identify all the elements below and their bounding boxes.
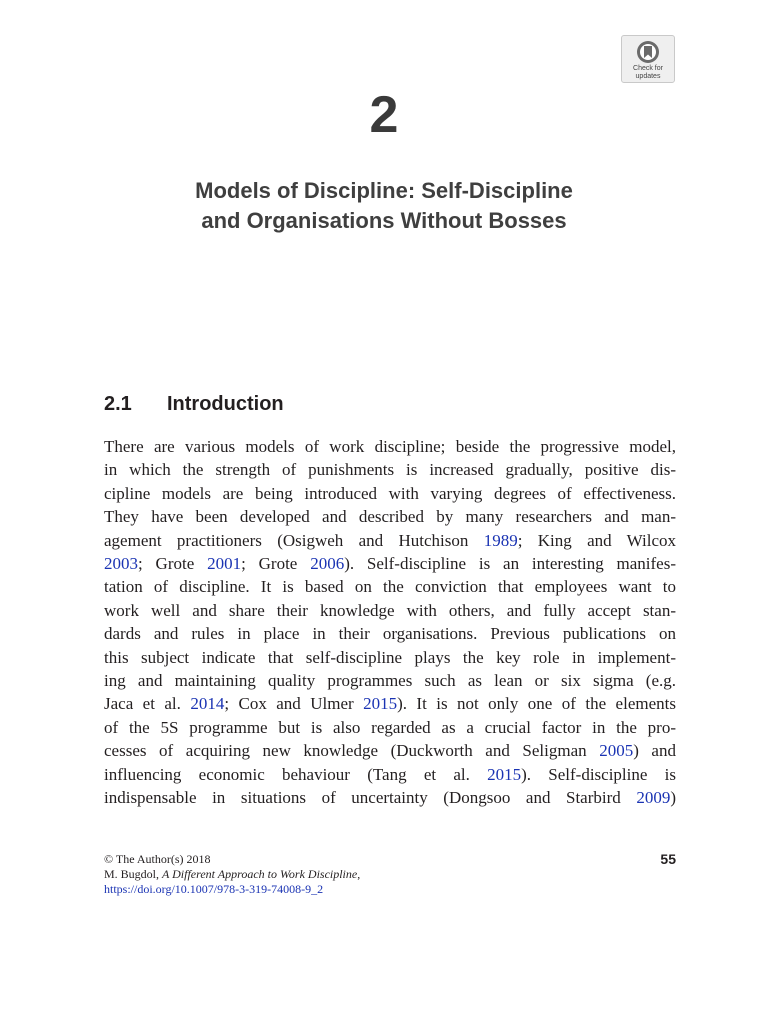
body-line: work well and share their knowledge with others, and fully accept stan- bbox=[104, 600, 676, 620]
section-heading bbox=[104, 391, 284, 417]
citation-suffix: , bbox=[357, 867, 361, 881]
citation-link[interactable]: 2015 bbox=[487, 764, 522, 784]
badge-label-line2: updates bbox=[635, 73, 661, 80]
check-for-updates-badge[interactable] bbox=[621, 35, 675, 83]
citation-link[interactable]: 2006 bbox=[310, 554, 345, 574]
body-line: ing and maintaining quality programmes such as lean or six sigma (e.g. bbox=[104, 671, 676, 691]
citation-link[interactable]: 2003 bbox=[104, 554, 138, 574]
section-number: 2.1 bbox=[104, 393, 132, 415]
body-line: They have been developed and described by many researchers and man- bbox=[104, 507, 676, 527]
body-line: influencing economic behaviour (Tang et al. 2015). Self-discipline is bbox=[104, 764, 676, 784]
chapter-title-line2: and Organisations Without Bosses bbox=[201, 208, 567, 233]
body-line: agement practitioners (Osigweh and Hutchison 1989; King and Wilcox bbox=[104, 530, 676, 550]
citation-link[interactable]: 2001 bbox=[207, 554, 242, 574]
body-line: indispensable in situations of uncertainty (Dongsoo and Starbird 2009) bbox=[104, 788, 676, 808]
copyright-line: © The Author(s) 2018 bbox=[104, 852, 211, 866]
footer bbox=[104, 852, 676, 897]
citation-line bbox=[104, 867, 676, 882]
body-line: Jaca et al. 2014; Cox and Ulmer 2015). It is not only one of the elements bbox=[104, 694, 676, 714]
doi-link[interactable]: https://doi.org/10.1007/978-3-319-74008-9_2 bbox=[104, 882, 324, 896]
body-line: of the 5S programme but is also regarded as a crucial factor in the pro- bbox=[104, 717, 676, 737]
citation-link[interactable]: 1989 bbox=[483, 530, 518, 550]
chapter-title bbox=[0, 176, 768, 236]
citation-author: M. Bugdol, bbox=[104, 867, 163, 881]
section-title: Introduction bbox=[167, 393, 284, 415]
body-line: cesses of acquiring new knowledge (Duckworth and Seligman 2005) and bbox=[104, 741, 676, 761]
body-paragraph bbox=[104, 435, 676, 810]
citation-link[interactable]: 2015 bbox=[363, 694, 398, 714]
body-line: There are various models of work discipline; beside the progressive model, bbox=[104, 437, 676, 456]
body-line: tation of discipline. It is based on the conviction that employees want to bbox=[104, 577, 676, 597]
body-line: this subject indicate that self-discipline plays the key role in implement- bbox=[104, 647, 676, 667]
body-line: in which the strength of punishments is increased gradually, positive dis- bbox=[104, 460, 676, 480]
citation-link[interactable]: 2009 bbox=[636, 788, 671, 808]
citation-link[interactable]: 2014 bbox=[190, 694, 225, 714]
page-number: 55 bbox=[660, 851, 676, 867]
citation-link[interactable]: 2005 bbox=[599, 741, 634, 761]
body-line: 2003; Grote 2001; Grote 2006). Self-discipline is an interesting manifes- bbox=[104, 554, 676, 574]
chapter-title-line1: Models of Discipline: Self-Discipline bbox=[195, 178, 573, 203]
chapter-number: 2 bbox=[369, 86, 399, 144]
body-line: cipline models are being introduced with varying degrees of effectiveness. bbox=[104, 483, 676, 503]
body-line: dards and rules in place in their organisations. Previous publications on bbox=[104, 624, 676, 644]
book-title: A Different Approach to Work Discipline bbox=[162, 867, 358, 881]
badge-label-line1: Check for bbox=[633, 65, 663, 72]
bookmark-circle-icon bbox=[636, 40, 660, 64]
